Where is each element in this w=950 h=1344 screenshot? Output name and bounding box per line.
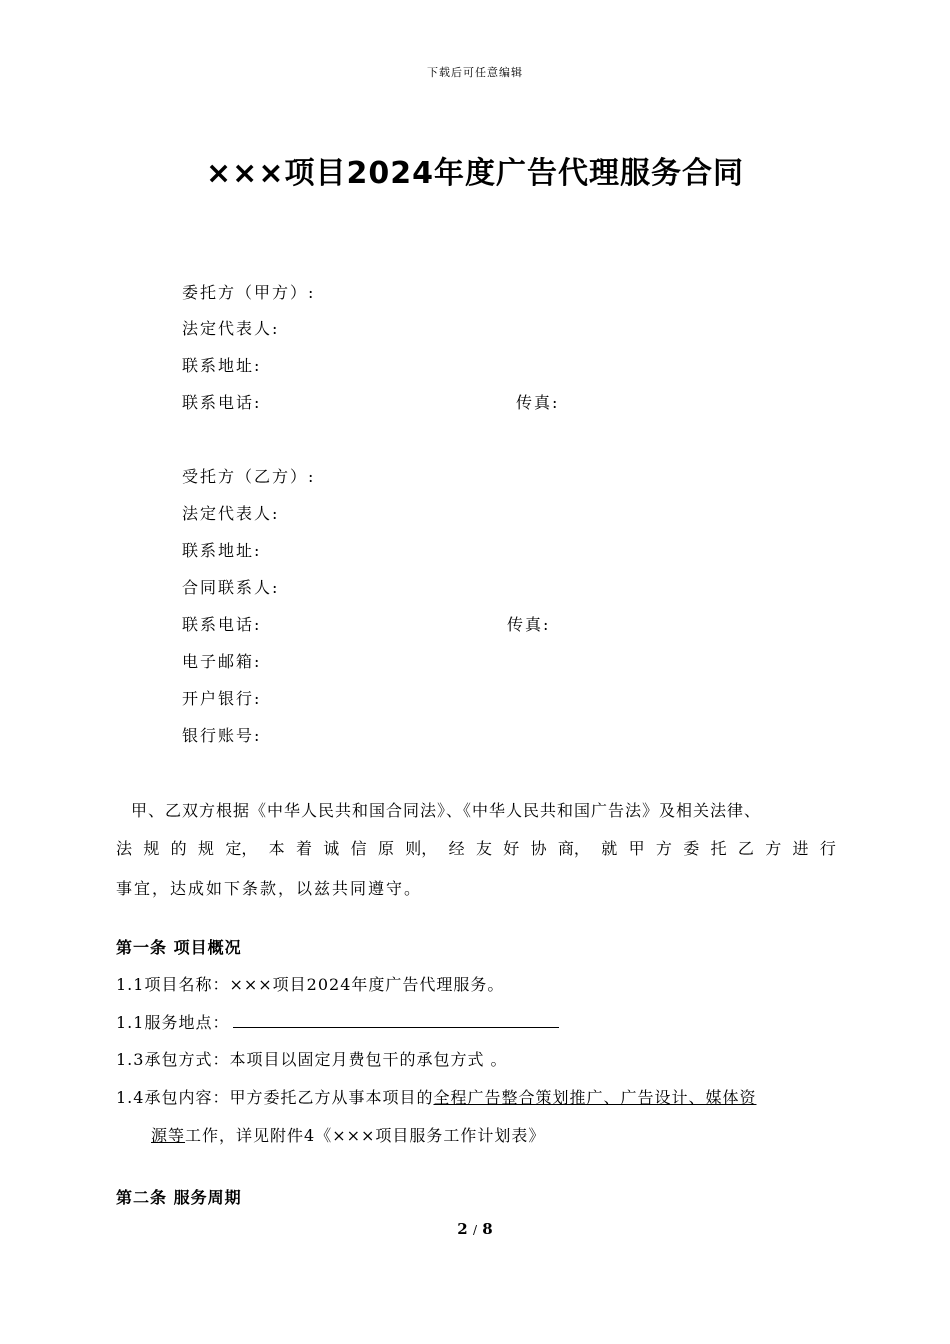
party-b-address: 联系地址: xyxy=(182,541,262,560)
party-b-label: 受托方（乙方）: xyxy=(182,467,316,486)
item-4-underlined-scope-cont: 源等 xyxy=(151,1126,186,1145)
preamble-word: 规 xyxy=(197,839,214,858)
preamble-line-2 xyxy=(116,836,836,859)
preamble-word: 方 xyxy=(655,839,672,858)
preamble-word: 法 xyxy=(116,839,133,858)
preamble-word: 友 xyxy=(475,839,492,858)
party-b-phone: 联系电话: xyxy=(182,615,262,634)
preamble-word: 原 xyxy=(377,839,394,858)
preamble-line-3: 事宜，达成如下条款，以兹共同遵守。 xyxy=(116,879,423,898)
preamble-word: 则， xyxy=(405,839,438,858)
party-b-legal-rep: 法定代表人: xyxy=(182,504,280,523)
party-b-bank: 开户银行: xyxy=(182,689,262,708)
preamble-word: 本 xyxy=(268,839,285,858)
preamble-word: 进 xyxy=(792,839,809,858)
preamble-word: 行 xyxy=(819,839,836,858)
article-1-item-2 xyxy=(116,1010,559,1033)
page-separator: / xyxy=(472,1223,478,1237)
preamble-word: 信 xyxy=(350,839,367,858)
article-1-item-4-line-1 xyxy=(116,1085,756,1108)
article-1-heading: 第一条 项目概况 xyxy=(116,938,242,957)
article-1-item-3: 1.3承包方式：本项目以固定月费包干的承包方式 。 xyxy=(116,1050,508,1069)
preamble-word: 定， xyxy=(225,839,258,858)
party-b-fax: 传真: xyxy=(507,615,551,634)
preamble-word: 委 xyxy=(683,839,700,858)
preamble-word: 着 xyxy=(295,839,312,858)
preamble-word: 的 xyxy=(170,839,187,858)
preamble-line-1: 甲、乙双方根据《中华人民共和国合同法》、《中华人民共和国广告法》及相关法律、 xyxy=(131,801,762,820)
preamble-word: 乙 xyxy=(737,839,754,858)
party-a-label: 委托方（甲方）: xyxy=(182,283,316,302)
preamble-word: 好 xyxy=(503,839,520,858)
preamble-word: 甲 xyxy=(628,839,645,858)
article-2-heading: 第二条 服务周期 xyxy=(116,1188,242,1207)
service-location-label: 1.1服务地点： xyxy=(116,1013,230,1032)
article-1-item-4-line-2 xyxy=(151,1123,545,1146)
party-a-fax: 传真: xyxy=(516,393,560,412)
preamble-word: 就 xyxy=(601,839,618,858)
preamble-word: 商， xyxy=(557,839,590,858)
preamble-word: 托 xyxy=(710,839,727,858)
header-note: 下载后可任意编辑 xyxy=(427,66,523,79)
item-4-prefix: 1.4承包内容：甲方委托乙方从事本项目的 xyxy=(116,1088,434,1107)
preamble-word: 诚 xyxy=(323,839,340,858)
preamble-word: 经 xyxy=(448,839,465,858)
service-location-blank xyxy=(233,1012,559,1028)
contract-title: ×××项目2024年度广告代理服务合同 xyxy=(206,156,744,191)
preamble-word: 协 xyxy=(530,839,547,858)
page-number xyxy=(0,1220,950,1238)
party-b-email: 电子邮箱: xyxy=(182,652,262,671)
party-a-phone: 联系电话: xyxy=(182,393,262,412)
party-b-account: 银行账号: xyxy=(182,726,262,745)
party-b-contact: 合同联系人: xyxy=(182,578,280,597)
item-4-suffix: 工作，详见附件4《×××项目服务工作计划表》 xyxy=(185,1126,546,1145)
party-a-legal-rep: 法定代表人: xyxy=(182,319,280,338)
current-page: 2 xyxy=(457,1220,468,1238)
preamble-word: 方 xyxy=(765,839,782,858)
total-pages: 8 xyxy=(482,1220,493,1238)
item-4-underlined-scope: 全程广告整合策划推广、广告设计、媒体资 xyxy=(433,1088,757,1107)
party-a-address: 联系地址: xyxy=(182,356,262,375)
preamble-word: 规 xyxy=(143,839,160,858)
article-1-item-1: 1.1项目名称：×××项目2024年度广告代理服务。 xyxy=(116,975,505,994)
